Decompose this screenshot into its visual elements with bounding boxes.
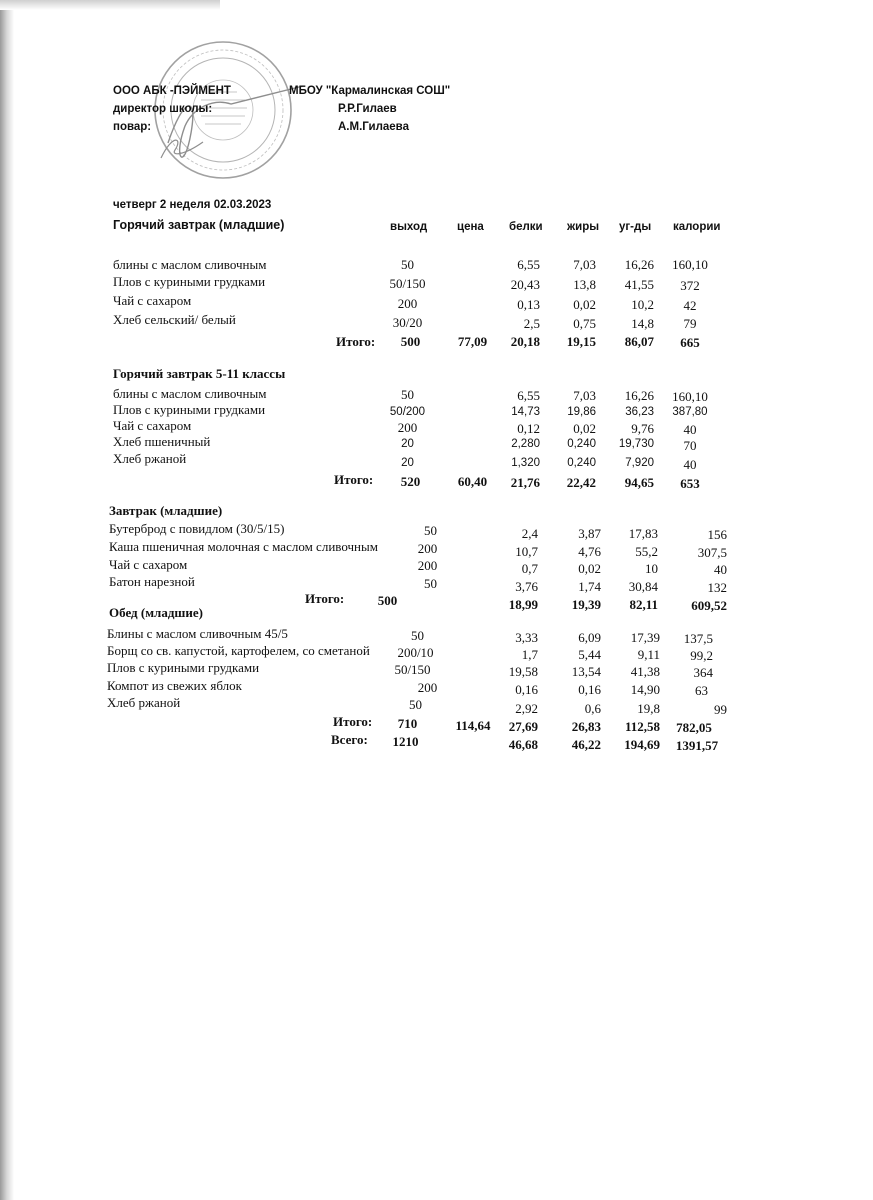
item-name: Плов с куриными грудками (113, 274, 266, 289)
item-name: Хлеб ржаной (107, 695, 181, 710)
item-belki: 19,58 (508, 664, 538, 679)
total-label: Итого: (305, 591, 345, 606)
item-name: Каша пшеничная молочная с маслом сливочным (109, 539, 378, 554)
item-ugdy: 36,23 (625, 406, 654, 418)
item-zhiry: 5,44 (578, 647, 601, 662)
total-label: Итого: (334, 472, 374, 487)
total-zhiry: 26,83 (571, 719, 601, 734)
total-zhiry: 19,15 (566, 334, 596, 349)
item-zhiry: 0,240 (567, 438, 596, 450)
item-vyhod: 200 (397, 296, 418, 311)
item-zhiry: 7,03 (573, 257, 596, 272)
item-kalorii: 40 (683, 457, 697, 472)
item-kalorii: 137,5 (683, 631, 713, 646)
item-vyhod: 200/10 (397, 645, 434, 660)
item-zhiry: 0,240 (567, 457, 596, 469)
director-label: директор школы: (113, 103, 213, 115)
item-ugdy: 41,38 (630, 664, 660, 679)
total-vyhod: 500 (377, 593, 398, 608)
grand-total-zhiry: 46,22 (571, 737, 601, 752)
item-zhiry: 13,8 (573, 277, 596, 292)
total-belki: 27,69 (508, 719, 538, 734)
item-ugdy: 9,76 (631, 421, 654, 436)
total-cena: 60,40 (457, 474, 488, 489)
item-vyhod: 50 (424, 523, 437, 538)
item-name: Чай с сахаром (113, 418, 192, 433)
total-kalorii: 653 (680, 476, 700, 491)
item-ugdy: 55,2 (635, 544, 658, 559)
item-name: Борщ со св. капустой, картофелем, со сметаной (107, 643, 370, 658)
item-zhiry: 0,02 (573, 421, 596, 436)
total-kalorii: 609,52 (691, 598, 727, 613)
item-ugdy: 19,8 (637, 701, 660, 716)
item-name: Батон нарезной (109, 574, 195, 589)
date-line: четверг 2 неделя 02.03.2023 (113, 199, 272, 211)
item-vyhod: 200 (417, 541, 438, 556)
item-vyhod: 20 (401, 457, 414, 469)
item-belki: 0,16 (515, 682, 538, 697)
section-title: Горячий завтрак 5-11 классы (113, 366, 286, 381)
item-name: Компот из свежих яблок (107, 678, 242, 693)
item-kalorii: 372 (680, 278, 700, 293)
item-ugdy: 17,83 (628, 526, 658, 541)
total-cena: 77,09 (457, 334, 488, 349)
item-kalorii: 364 (693, 665, 713, 680)
item-belki: 6,55 (517, 257, 540, 272)
item-belki: 0,7 (521, 561, 538, 576)
item-zhiry: 13,54 (571, 664, 601, 679)
total-label: Итого: (336, 334, 376, 349)
total-ugdy: 112,58 (624, 719, 660, 734)
item-kalorii: 160,10 (672, 257, 708, 272)
total-ugdy: 86,07 (624, 334, 654, 349)
grand-total-label: Всего: (331, 732, 368, 747)
item-kalorii: 307,5 (697, 545, 727, 560)
item-belki: 1,7 (521, 647, 538, 662)
school-name: МБОУ "Кармалинская СОШ" (289, 85, 451, 97)
item-vyhod: 50 (409, 697, 422, 712)
item-vyhod: 200 (417, 680, 438, 695)
item-belki: 1,320 (511, 457, 540, 469)
cook-name: А.М.Гилаева (338, 121, 409, 133)
item-name: Хлеб ржаной (113, 451, 187, 466)
item-ugdy: 10,2 (631, 297, 654, 312)
item-vyhod: 50 (411, 628, 424, 643)
item-zhiry: 1,74 (578, 579, 601, 594)
item-belki: 2,5 (523, 316, 540, 331)
item-vyhod: 50 (424, 576, 437, 591)
total-ugdy: 82,11 (629, 597, 658, 612)
director-name: Р.Р.Гилаев (338, 103, 397, 115)
item-vyhod: 30/20 (392, 315, 423, 330)
section-title: Обед (младшие) (109, 605, 203, 620)
item-kalorii: 40 (714, 562, 727, 577)
item-ugdy: 17,39 (630, 630, 660, 645)
item-belki: 3,76 (515, 579, 538, 594)
item-name: Чай с сахаром (113, 293, 192, 308)
item-ugdy: 16,26 (624, 257, 654, 272)
item-zhiry: 0,02 (573, 297, 596, 312)
item-zhiry: 3,87 (578, 526, 601, 541)
item-vyhod: 20 (401, 438, 414, 450)
item-ugdy: 10 (645, 561, 658, 576)
scan-top-shadow (0, 0, 220, 10)
item-vyhod: 50 (401, 387, 414, 402)
total-belki: 21,76 (510, 475, 540, 490)
item-vyhod: 200 (417, 558, 438, 573)
item-vyhod: 50 (401, 257, 414, 272)
item-zhiry: 0,02 (578, 561, 601, 576)
item-ugdy: 14,90 (630, 682, 660, 697)
total-kalorii: 665 (680, 335, 700, 350)
scan-edge-shadow (0, 0, 14, 1200)
item-name: Хлеб пшеничный (113, 434, 211, 449)
item-belki: 6,55 (517, 388, 540, 403)
item-ugdy: 14,8 (631, 316, 654, 331)
item-zhiry: 0,6 (584, 701, 601, 716)
column-kalorii: калории (673, 221, 721, 233)
item-belki: 2,4 (521, 526, 538, 541)
total-belki: 20,18 (510, 334, 540, 349)
section-title: Завтрак (младшие) (109, 503, 223, 518)
item-kalorii: 156 (707, 527, 727, 542)
item-name: Бутерброд с повидлом (30/5/15) (109, 521, 285, 536)
item-kalorii: 42 (683, 298, 697, 313)
total-belki: 18,99 (508, 597, 538, 612)
total-cena: 114,64 (455, 718, 491, 733)
item-zhiry: 7,03 (573, 388, 596, 403)
item-name: блины с маслом сливочным (113, 386, 267, 401)
item-name: блины с маслом сливочным (113, 257, 267, 272)
item-kalorii: 99 (714, 702, 727, 717)
item-belki: 20,43 (510, 277, 540, 292)
section-title: Горячий завтрак (младшие) (113, 218, 285, 232)
item-zhiry: 0,16 (578, 682, 601, 697)
column-belki: белки (509, 221, 543, 233)
item-kalorii: 70 (683, 438, 697, 453)
item-ugdy: 19,730 (618, 438, 654, 450)
item-kalorii: 79 (683, 316, 697, 331)
item-kalorii: 387,80 (672, 406, 708, 418)
item-kalorii: 160,10 (672, 389, 708, 404)
item-kalorii: 40 (683, 422, 697, 437)
item-name: Плов с куриными грудками (113, 402, 266, 417)
item-name: Плов с куриными грудками (107, 660, 260, 675)
column-zhiry: жиры (567, 221, 600, 233)
column-vyhod: выход (390, 221, 428, 233)
total-vyhod: 520 (400, 474, 421, 489)
grand-total-kalorii: 1391,57 (675, 738, 719, 753)
item-kalorii: 132 (707, 580, 727, 595)
cook-label: повар: (113, 121, 152, 133)
column-cena: цена (457, 221, 484, 233)
grand-total-vyhod: 1210 (392, 734, 419, 749)
item-ugdy: 7,920 (625, 457, 654, 469)
item-ugdy: 9,11 (637, 647, 660, 662)
item-belki: 2,92 (515, 701, 538, 716)
item-name: Чай с сахаром (109, 557, 188, 572)
item-zhiry: 19,86 (567, 406, 596, 418)
total-vyhod: 710 (397, 716, 418, 731)
total-vyhod: 500 (400, 334, 421, 349)
item-vyhod: 50/150 (394, 662, 431, 677)
item-name: Блины с маслом сливочным 45/5 (107, 626, 288, 641)
item-belki: 14,73 (511, 406, 540, 418)
item-vyhod: 50/150 (389, 276, 426, 291)
item-kalorii: 63 (695, 683, 708, 698)
grand-total-ugdy: 194,69 (624, 737, 660, 752)
item-zhiry: 4,76 (578, 544, 601, 559)
item-kalorii: 99,2 (690, 648, 713, 663)
total-zhiry: 22,42 (566, 475, 596, 490)
item-name: Хлеб сельский/ белый (113, 312, 236, 327)
item-belki: 10,7 (515, 544, 538, 559)
total-kalorii: 782,05 (676, 720, 712, 735)
total-zhiry: 19,39 (571, 597, 601, 612)
item-ugdy: 16,26 (624, 388, 654, 403)
grand-total-belki: 46,68 (508, 737, 538, 752)
item-ugdy: 41,55 (624, 277, 654, 292)
item-belki: 0,13 (517, 297, 540, 312)
column-ugdy: уг-ды (619, 221, 652, 233)
item-vyhod: 200 (397, 420, 418, 435)
item-belki: 3,33 (515, 630, 538, 645)
item-belki: 0,12 (517, 421, 540, 436)
total-ugdy: 94,65 (624, 475, 654, 490)
item-zhiry: 0,75 (573, 316, 596, 331)
total-label: Итого: (333, 714, 373, 729)
item-zhiry: 6,09 (578, 630, 601, 645)
item-belki: 2,280 (511, 438, 540, 450)
item-vyhod: 50/200 (389, 406, 426, 418)
item-ugdy: 30,84 (628, 579, 658, 594)
company-name: ООО АБК -ПЭЙМЕНТ (113, 85, 231, 97)
